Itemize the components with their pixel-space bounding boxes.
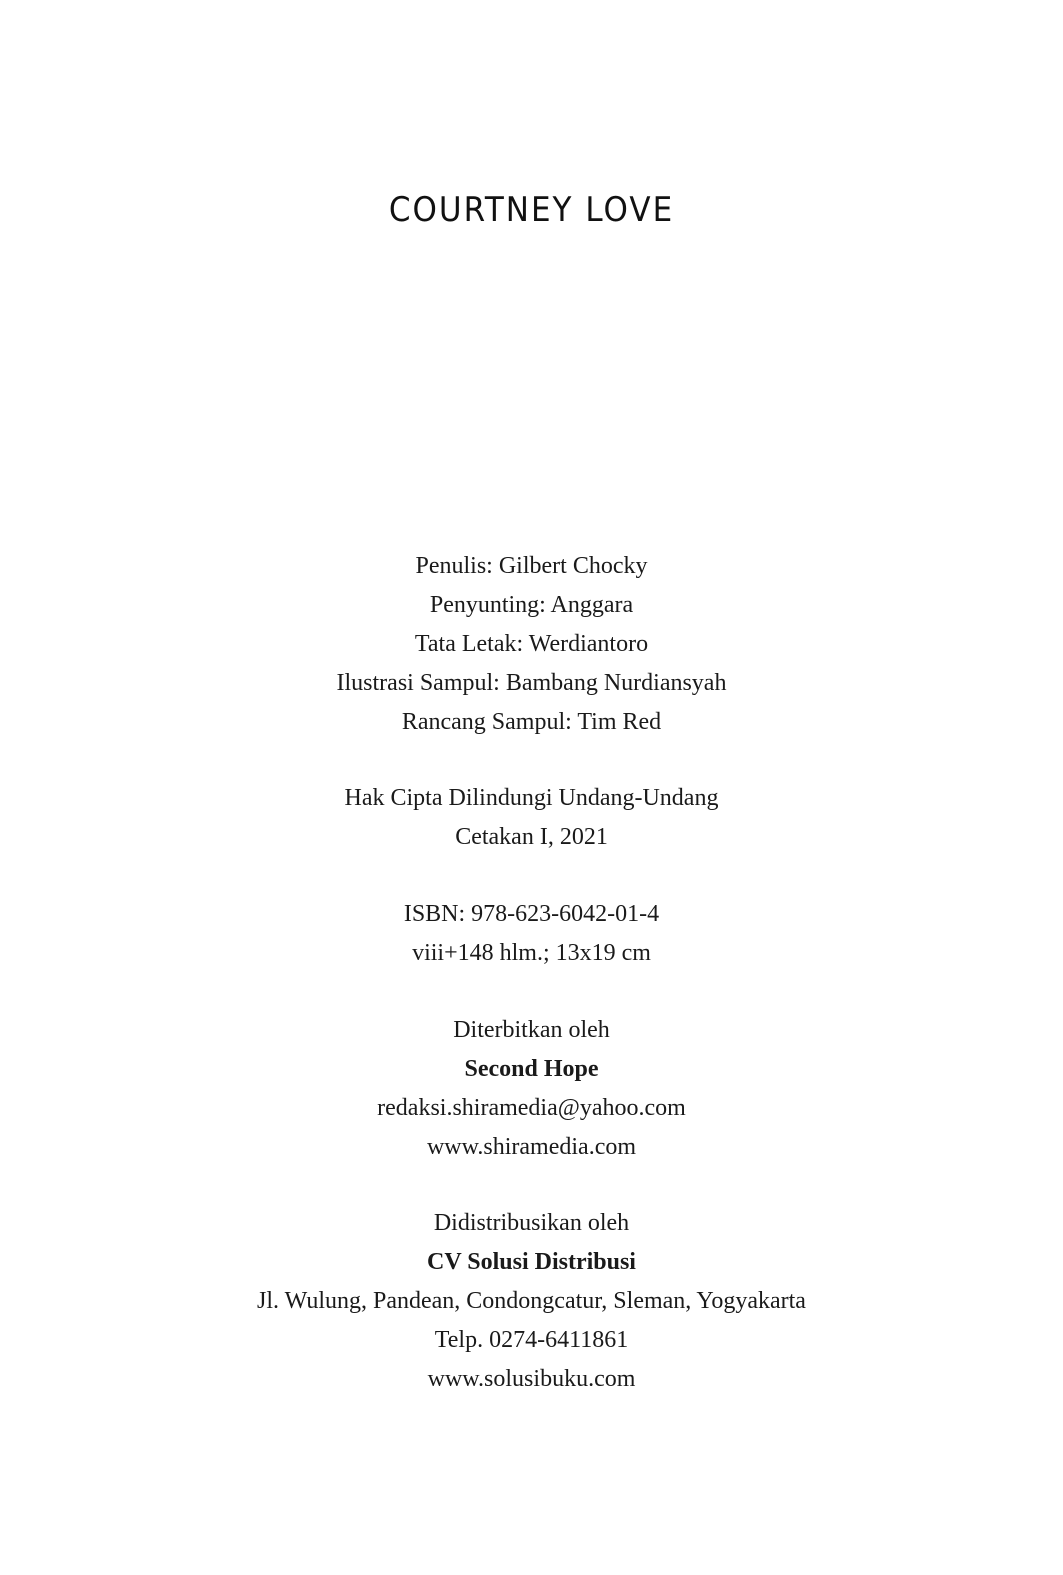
isbn-block [0, 895, 1063, 973]
publisher-block [0, 1011, 1063, 1167]
distributor-website: www.solusibuku.com [427, 1366, 636, 1392]
credits-block [0, 547, 1063, 742]
editor-credit: Penyunting: Anggara [429, 592, 634, 618]
copyright-notice: Hak Cipta Dilindungi Undang-Undang [344, 785, 719, 811]
book-title: COURTNEY LOVE [388, 190, 675, 230]
cover-illustration-credit: Ilustrasi Sampul: Bambang Nurdiansyah [336, 670, 727, 696]
publisher-email: redaksi.shiramedia@yahoo.com [377, 1095, 686, 1121]
publisher-website: www.shiramedia.com [426, 1134, 637, 1160]
distributor-intro: Didistribusikan oleh [433, 1210, 630, 1236]
cover-design-credit: Rancang Sampul: Tim Red [401, 709, 662, 735]
distributor-name: CV Solusi Distribusi [427, 1249, 636, 1275]
pages-size-line: viii+148 hlm.; 13x19 cm [412, 940, 651, 966]
edition-line: Cetakan I, 2021 [455, 824, 608, 850]
publisher-name: Second Hope [464, 1056, 599, 1082]
distributor-phone: Telp. 0274-6411861 [434, 1327, 629, 1353]
distributor-address: Jl. Wulung, Pandean, Condongcatur, Sleman, Yogyakarta [257, 1288, 806, 1314]
isbn-number: ISBN: 978-623-6042-01-4 [403, 901, 660, 927]
layout-credit: Tata Letak: Werdiantoro [414, 631, 649, 657]
copyright-block [0, 779, 1063, 857]
distributor-block [0, 1204, 1063, 1399]
publisher-intro: Diterbitkan oleh [453, 1017, 610, 1043]
writer-credit: Penulis: Gilbert Chocky [415, 553, 648, 579]
